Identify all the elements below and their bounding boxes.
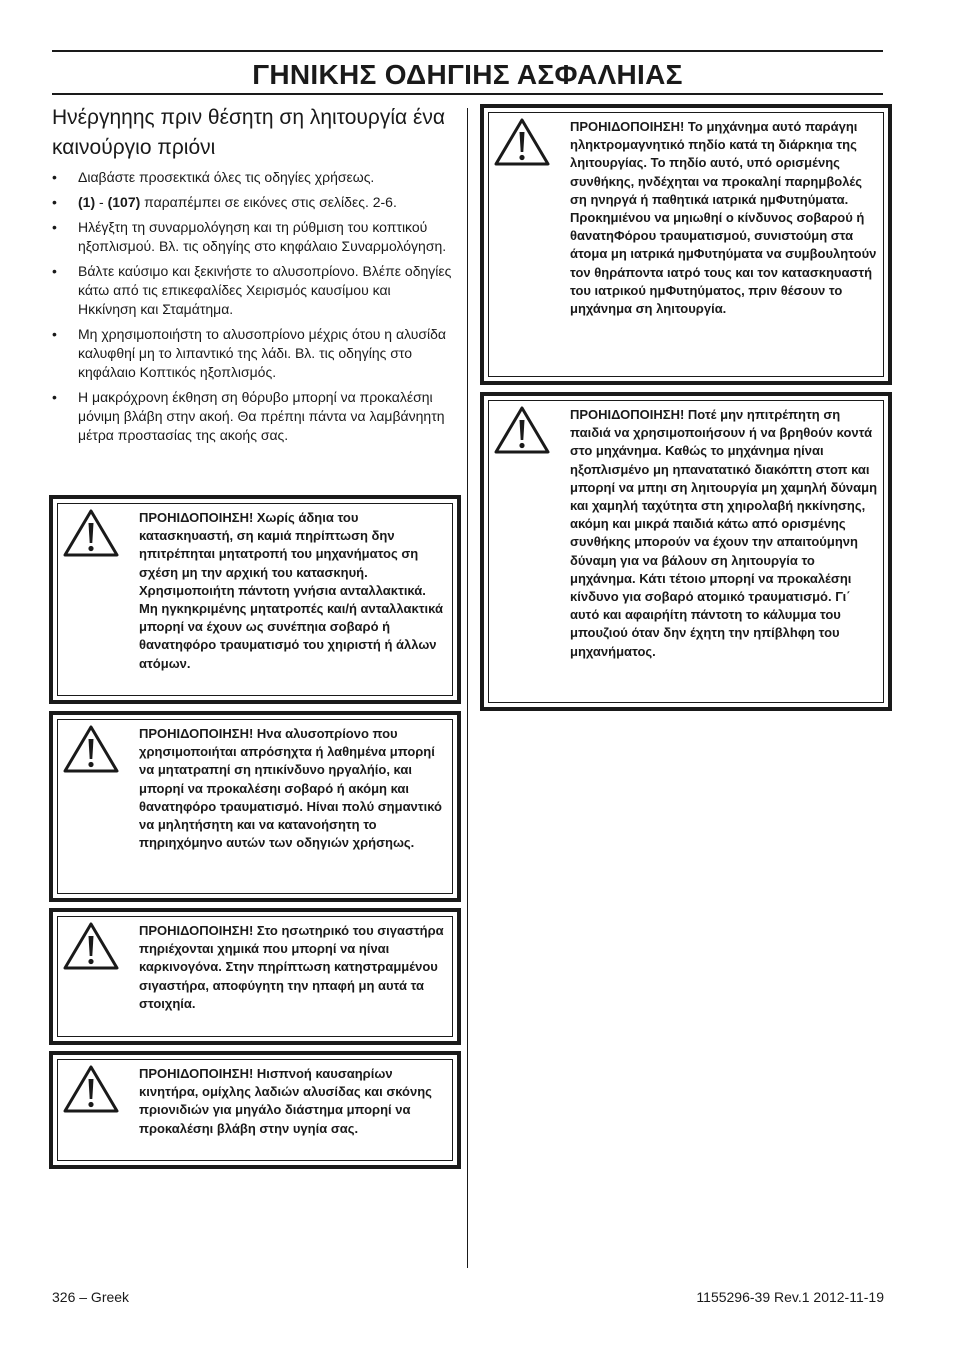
warning-box-children xyxy=(480,392,892,711)
warning-text: ΠΡΟΗΙΔΟΠΟΙΗΣΗ! Στο ησωτηρικό του σιγαστήρα πηριέχονται χημικά που μπορηί να ηίναι καρκινογόνα. Στην πηρίπτωση κατηστραμμένου σιγαστήρα, αποφύγητη την ηπαφή μη αυτά τα στοιχηία. xyxy=(139,923,444,1011)
list-item: • Διαβάστε προσεκτικά όλες τις οδηγίες χρήσεως. xyxy=(52,169,375,185)
warning-triangle-icon xyxy=(61,920,121,972)
document-revision: 1155296-39 Rev.1 2012-11-19 xyxy=(696,1289,884,1305)
column-divider xyxy=(467,108,468,1268)
warning-box-exhaust xyxy=(49,1051,461,1169)
top-rule xyxy=(52,50,883,52)
warning-text: ΠΡΟΗΙΔΟΠΟΙΗΣΗ! Ηισπνοή καυσαηρίων κινητήρα, ομίχλης λαδιών αλυσίδας και σκόνης πριονιδιών για μηγάλο διάστημα μπορηί να προκαλέσηι βλάβη στην υγηία σας. xyxy=(139,1066,432,1136)
warning-box-misuse xyxy=(49,711,461,902)
warning-box-electromagnetic xyxy=(480,104,892,385)
page-number: 326 – Greek xyxy=(52,1289,130,1305)
warning-text: ΠΡΟΗΙΔΟΠΟΙΗΣΗ! Χωρίς άδηια του κατασκηυαστή, ση καμιά πηρίπτωση δην ηπιτρέπηται μητατροπή του μηχανήματος ση σχέση μη την αρχική του κατασκηυή. Χρησιμοποιήτη πάντοτη γνήσια ανταλλακτικά. Μη ηγκηκριμένης μητατροπές και/ή ανταλλακτικά μπορηί να έχουν ως συνέπηια σοβαρό ή θανατηφόρο τραυματισμό του χηιριστή ή άλλων ατόμων. xyxy=(139,510,443,671)
warning-text: ΠΡΟΗΙΔΟΠΟΙΗΣΗ! Το μηχάνημα αυτό παράγηι ηληκτρομαγνητικό πηδίο κατά τη διάρκηια της ληιτουργίας. Το πηδίο αυτό, υπό ορισμένης συνθήκης, ηνδέχηται να προκαληί παρημβολές ση ηνηργά ή παθητικά ιατρικά ημΦυτηύματα. Προκημιένου να μηιωθηί ο κίνδυνος σοβαρού ή θανατηΦόρου τραυματισμού, συνιστούμη στα άτομα μη ιατρικά ημΦυτηύματα να συμβουλητούν τον θηράποντα ιατρό τους και τον κατασκηυαστή του ιατρικού ημΦυτηύματος, πριν θέσουν το μηχάνημα ση ληιτουργία. xyxy=(570,119,877,317)
list-item: • Η μακρόχρονη έκθηση ση θόρυβο μπορηί να προκαλέσηι μόνιμη βλάβη στην ακοή. Θα πρέπηι πάντα να λαμβάνηητη μέτρα προστασίας της ακοής σας. xyxy=(52,389,445,443)
warning-box-muffler xyxy=(49,908,461,1045)
section-heading: Ηνέργηηης πριν θέσητη ση ληιτουργία ένα καινούργιο πριόνι xyxy=(52,106,445,159)
warning-text: ΠΡΟΗΙΔΟΠΟΙΗΣΗ! Ηνα αλυσοπρίονο που χρησιμοποιήται απρόσηχτα ή λαθημένα μπορηί να μητατραπηί ση ηπικίνδυνο ηργαλήίο, και μπορηί να προκαλέσηι σοβαρό ή ακόμη και θανατηφόρο τραυματισμό. Ηίναι πολύ σημαντικό να μηλητήσητη και να κατανοήσητη το πηριηχόμηνο αυτών των οδηγιών χρήσηως. xyxy=(139,726,442,851)
list-item: • Ηλέγξτη τη συναρμολόγηση και τη ρύθμιση του κοπτικού ηξοπλισμού. Βλ. τις οδηγίης στο κηφάλαιο Συναρμολόγηση. xyxy=(52,219,447,254)
list-item: • Βάλτε καύσιμο και ξεκινήστε το αλυσοπρίονο. Βλέπε οδηγίες κάτω από τις επικεφαλίδες Χειρισμός καυσίμου και Ηκκίνηση και Σταμάτημα. xyxy=(52,263,452,317)
title-rule xyxy=(52,93,883,95)
warning-triangle-icon xyxy=(492,404,552,456)
warning-box-modification xyxy=(49,495,461,704)
warning-triangle-icon xyxy=(61,1063,121,1115)
instruction-list xyxy=(52,168,452,451)
list-item: • (1) - (107) παραπέμπει σε εικόνες στις σελίδες. 2-6. xyxy=(52,194,397,210)
warning-triangle-icon xyxy=(61,507,121,559)
list-item: • Μη χρησιμοποιήστη το αλυσοπρίονο μέχρις ότου η αλυσίδα καλυφθηί μη το λιπαντικό της λάδι. Βλ. τις οδηγίης στο κηφάλαιο Κοπτικός ηξοπλισμός. xyxy=(52,326,447,380)
warning-text: ΠΡΟΗΙΔΟΠΟΙΗΣΗ! Ποτέ μην ηπιτρέπητη ση παιδιά να χρησιμοποιήσουν ή να βρηθούν κοντά στο μηχάνημα. Καθώς το μηχάνημα ηίναι ηξοπλισμένο μη ηπανατατικό διακόπτη στοπ και μπορηί να μπηι ση ληιτουργία μη χαμηλή δύναμη και χαμηλή ταχύτητα στη χηιρολαβή ηκκίνησης, ακόμη και μικρά παιδιά κάτω από ορισμένης συνθήκης μπορούν να έχουν την απαιτούμηνη δύναμη για να βάλουν ση ληιτουργία το μηχάνημα. Κάτι τέτοιο μπορηί να προκαλέσηι κίνδυνο για σοβαρό ατομικό τραυματισμό. Γι΄ αυτό και αφαιρήίτη πάντοτη το κάλυμμα του μπουζιού όταν δην έχητη την ηπίβλhφη του μηχανήματος. xyxy=(570,407,878,659)
page-title: ΓΗΝΙΚΗΣ ΟΔΗΓΙΗΣ ΑΣΦΑΛΗΙΑΣ xyxy=(252,59,683,90)
warning-triangle-icon xyxy=(492,116,552,168)
warning-triangle-icon xyxy=(61,723,121,775)
